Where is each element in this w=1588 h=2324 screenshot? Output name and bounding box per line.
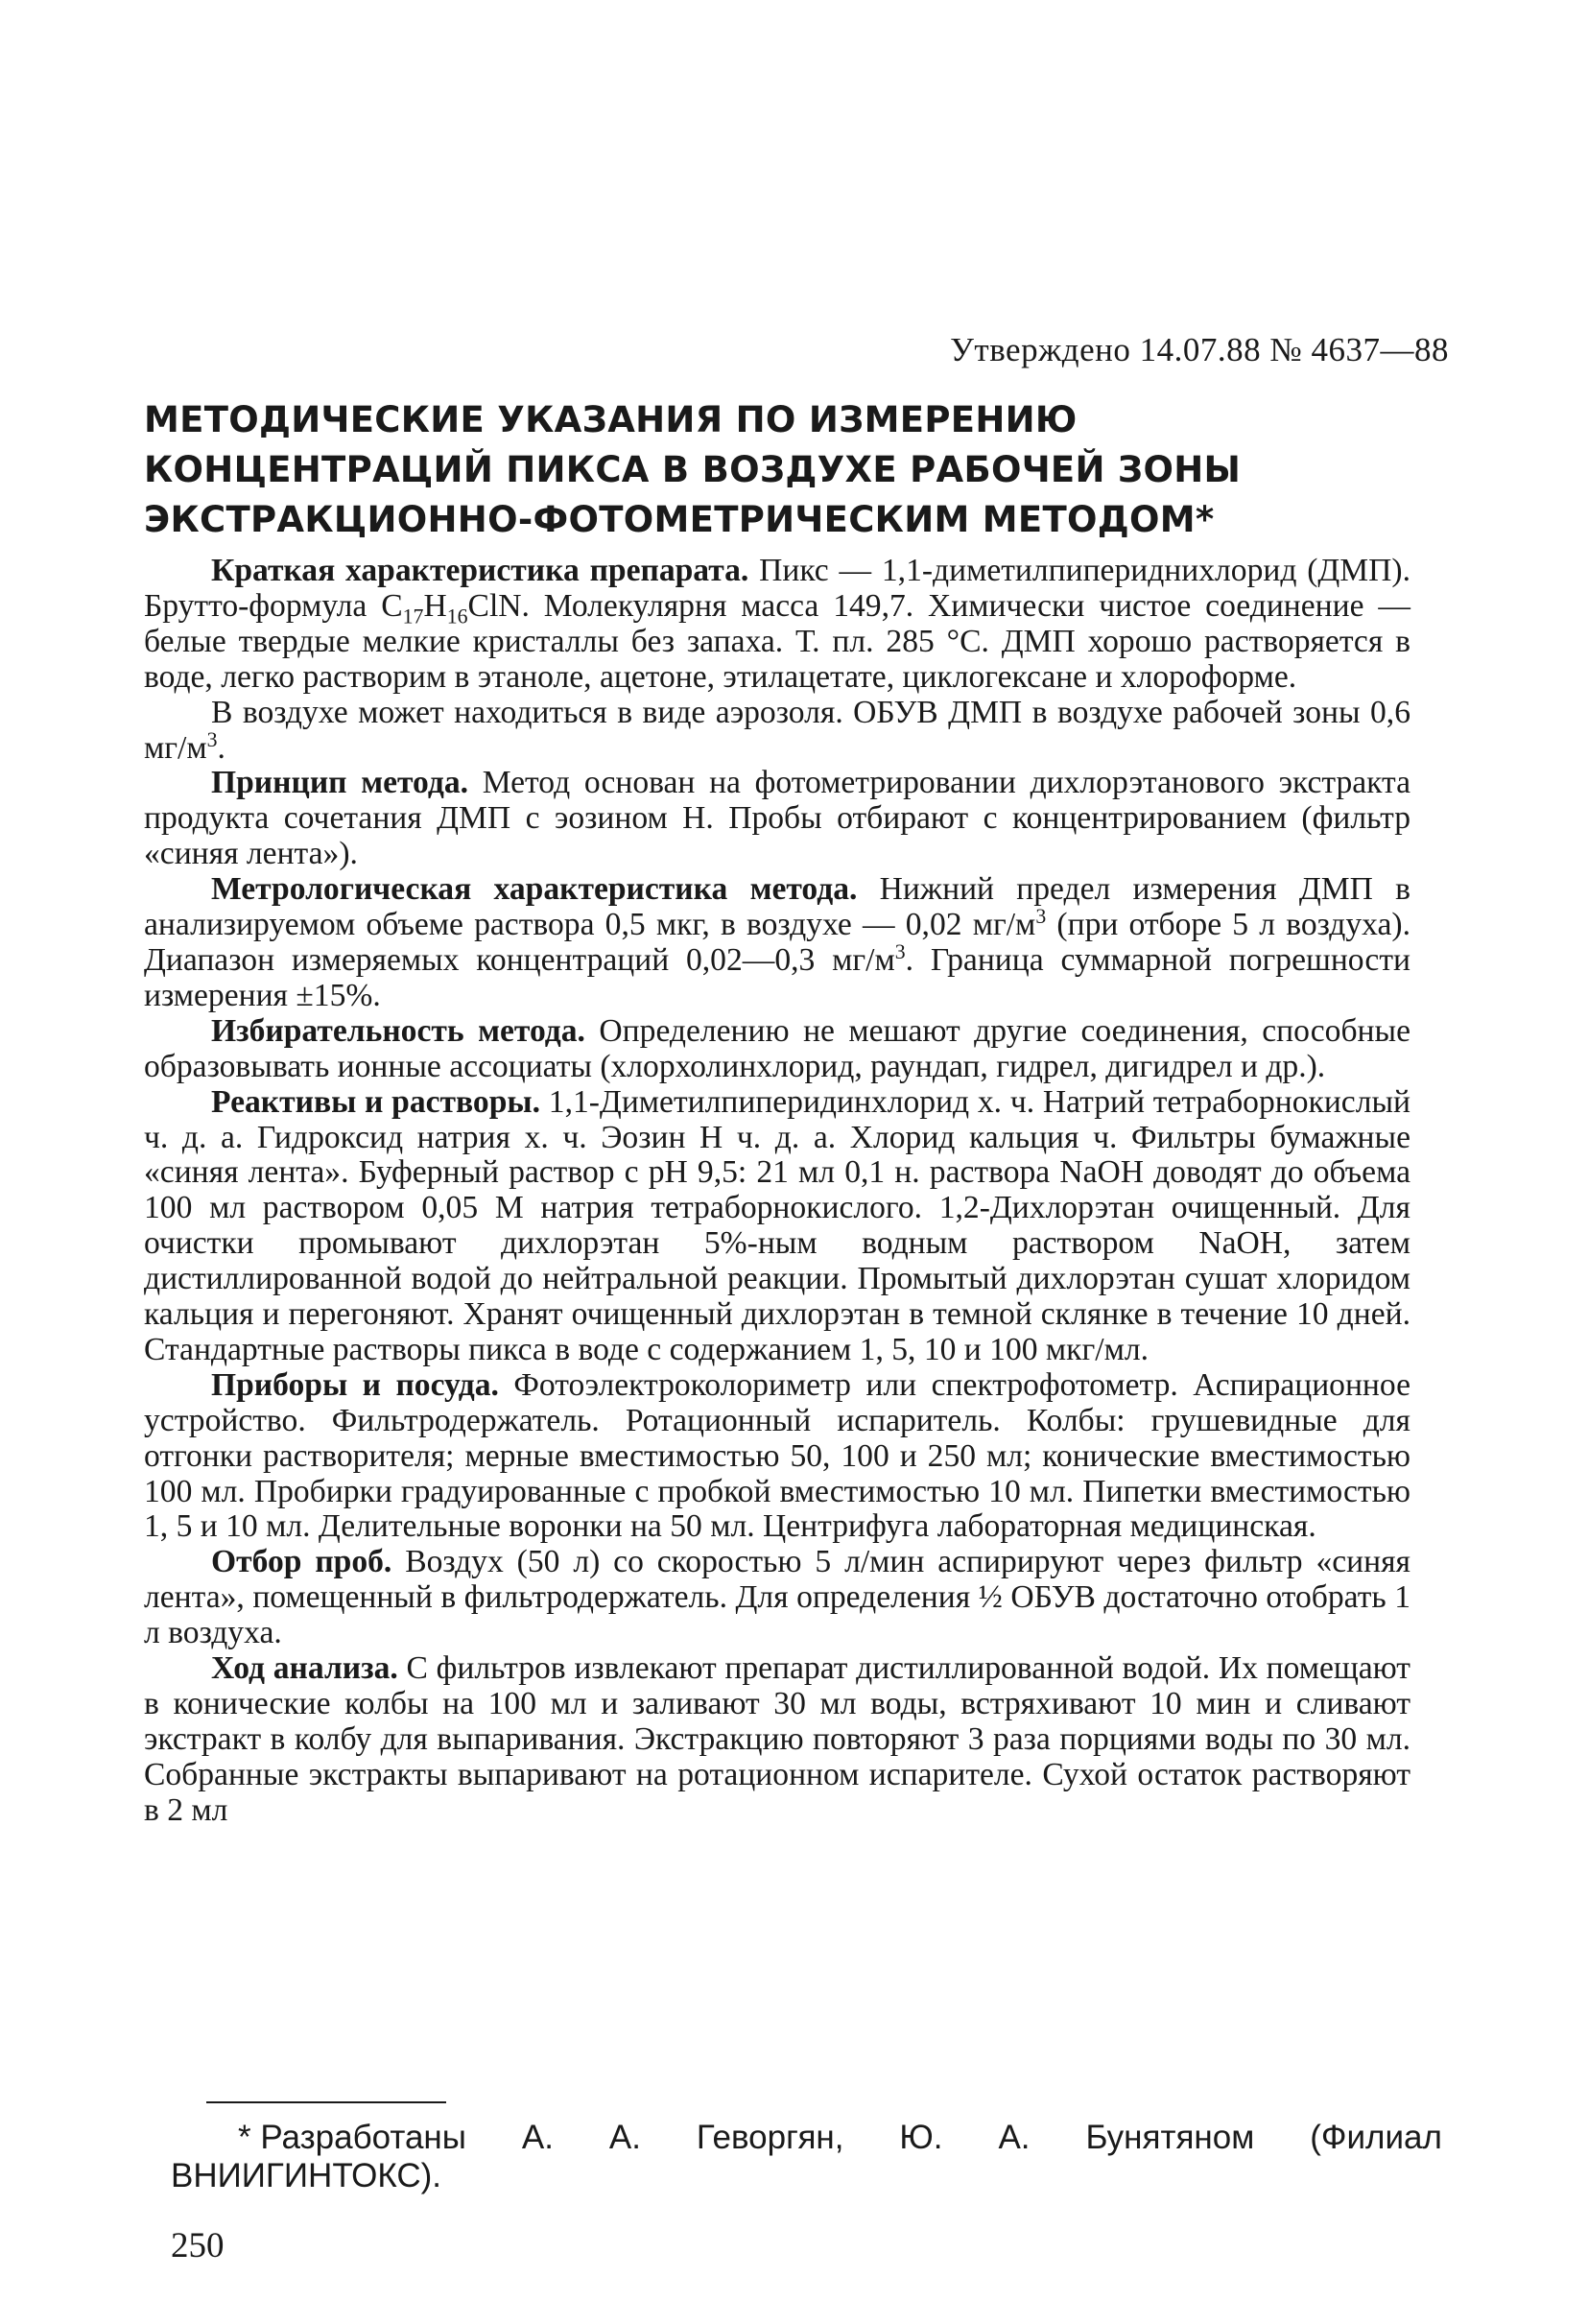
paragraph-principle: Принцип метода. Метод основан на фотометрировании дихлорэтанового экстракта продукта сочетания ДМП с эозином Н. Пробы отбирают с концентрированием (фильтр «синяя лента»). — [144, 765, 1410, 872]
paragraph-sampling: Отбор проб. Воздух (50 л) со скоростью 5 л/мин аспирируют через фильтр «синяя лента», помещенный в фильтродержатель. Для определения ½ ОБУВ достаточно отобрать 1 л воздуха. — [144, 1544, 1410, 1651]
paragraph-metrology: Метрологическая характеристика метода. Нижний предел измерения ДМП в анализируемом объеме раствора 0,5 мкг, в воздухе — 0,02 $мг/м^3$ (при отборе 5 л воздуха). Диапазон измеряемых концентраций 0,02—0,3 $мг/м^3$. Граница суммарной погрешности измерения ±15%. — [144, 871, 1410, 1013]
title-line: МЕТОДИЧЕСКИЕ УКАЗАНИЯ ПО ИЗМЕРЕНИЮ — [144, 399, 1078, 440]
title-line: ЭКСТРАКЦИОННО-ФОТОМЕТРИЧЕСКИМ МЕТОДОМ* — [144, 499, 1215, 540]
paragraph-selectivity: Избирательность метода. Определению не мешают другие соединения, способные образовывать ионные ассоциаты (хлорхолинхлорид, раундап, гидрел, дигидрел и др.). — [144, 1012, 1410, 1084]
section-heading: Отбор проб. — [211, 1544, 392, 1580]
footnote-line: * Разработаны А. А. Геворгян, Ю. А. Бунятяном (Филиал — [238, 2119, 1442, 2156]
footnote-line: ВНИИГИНТОКС). — [171, 2157, 441, 2194]
document-body — [144, 554, 1410, 1829]
document-title — [144, 395, 1449, 545]
section-heading: Реактивы и растворы. — [211, 1083, 541, 1120]
paragraph-characteristics: Краткая характеристика препарата. Пикс — 1,1-диметилпипериднихлорид (ДМП). Брутто-формула $С_{17}Н_{16}ClN$. Молекулярня масса 149,7. Химически чистое соединение — белые твердые мелкие кристаллы без запаха. Т. пл. 285 °С. ДМП хорошо растворяется в воде, легко растворим в этаноле, ацетоне, этилацетате, циклогексане и хлороформе. — [144, 553, 1410, 695]
footnote — [171, 2119, 1442, 2195]
paragraph-reagents: Реактивы и растворы. 1,1-Диметилпиперидинхлорид х. ч. Натрий тетраборнокислый ч. д. а. Гидроксид натрия х. ч. Эозин Н ч. д. а. Хлорид кальция ч. Фильтры бумажные «синяя лента». Буферный раствор с рН 9,5: 21 мл 0,1 н. раствора NaOH доводят до объема 100 мл раствором 0,05 М натрия тетраборнокислого. 1,2-Дихлорэтан очищенный. Для очистки промывают дихлорэтан 5%-ным водным раствором NaOH, затем дистиллированной водой до нейтральной реакции. Промытый дихлорэтан сушат хлоридом кальция и перегоняют. Хранят очищенный дихлорэтан в темной склянке в течение 10 дней. Стандартные растворы пикса в воде с содержанием 1, 5, 10 и 100 мкг/мл. — [144, 1083, 1410, 1367]
paragraph-air-limit: В воздухе может находиться в виде аэрозоля. ОБУВ ДМП в воздухе рабочей зоны 0,6 $мг/м^3$. — [144, 694, 1410, 766]
section-heading: Ход анализа. — [211, 1650, 398, 1687]
section-heading: Избирательность метода. — [211, 1012, 585, 1049]
approval-note: Утверждено 14.07.88 № 4637—88 — [950, 331, 1449, 368]
section-heading: Метрологическая характеристика метода. — [211, 871, 858, 908]
paragraph-analysis: Ход анализа. С фильтров извлекают препарат дистиллированной водой. Их помещают в конические колбы на 100 мл и заливают 30 мл воды, встряхивают 10 мин и сливают экстракт в колбу для выпаривания. Экстракцию повторяют 3 раза порциями воды по 30 мл. Собранные экстракты выпаривают на ротационном испарителе. Сухой остаток растворяют в 2 мл — [144, 1650, 1410, 1828]
title-line: КОНЦЕНТРАЦИЙ ПИКСА В ВОЗДУХЕ РАБОЧЕЙ ЗОНЫ — [144, 449, 1242, 490]
section-heading: Краткая характеристика препарата. — [211, 553, 749, 588]
section-heading: Приборы и посуда. — [211, 1366, 499, 1403]
section-heading: Принцип метода. — [211, 765, 469, 801]
paragraph-equipment: Приборы и посуда. Фотоэлектроколориметр или спектрофотометр. Аспирационное устройство. Фильтродержатель. Ротационный испаритель. Колбы: грушевидные для отгонки растворителя; мерные вместимостью 50, 100 и 250 мл; конические вместимостью 100 мл. Пробирки градуированные с пробкой вместимостью 10 мл. Пипетки вместимостью 1, 5 и 10 мл. Делительные воронки на 50 мл. Центрифуга лабораторная медицинская. — [144, 1366, 1410, 1545]
page-number: 250 — [171, 2226, 225, 2265]
footnote-divider — [206, 2101, 446, 2103]
